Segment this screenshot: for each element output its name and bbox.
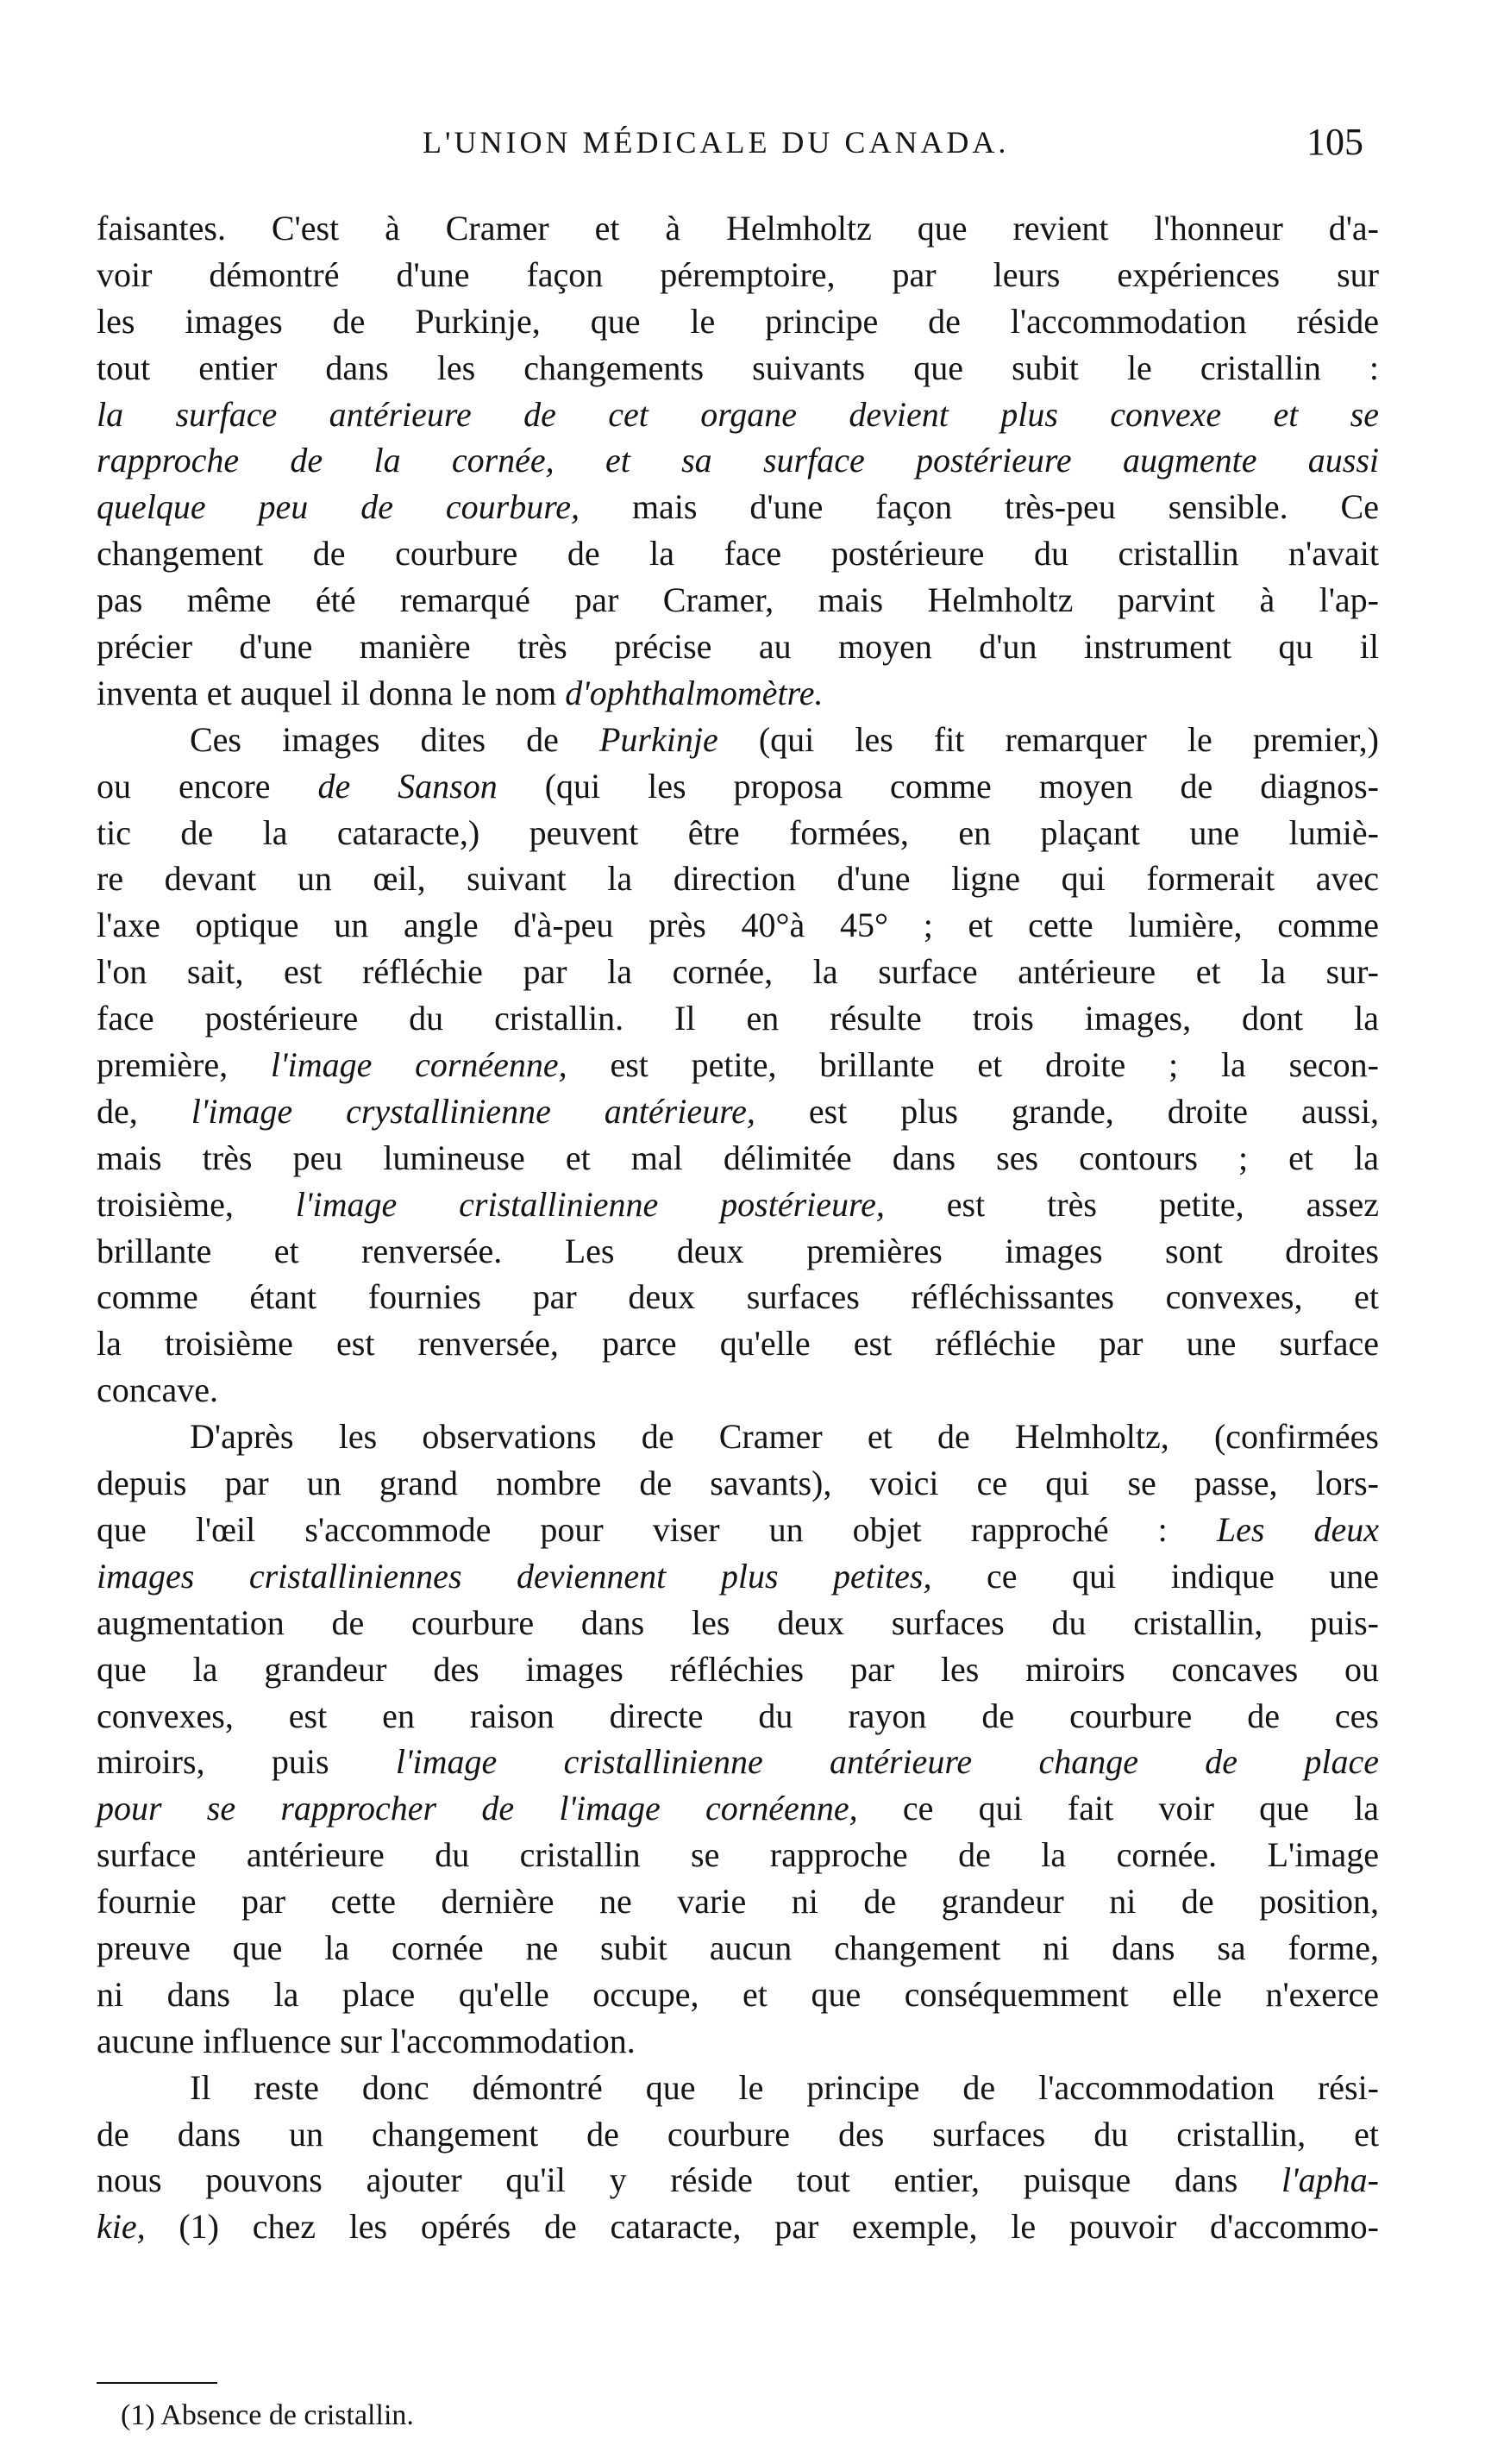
italic-text-segment: d'ophthalmomètre. xyxy=(565,673,824,712)
text-segment: l'axe optique un angle d'à-peu près 40°à 45° ; et cette lumière, comme xyxy=(97,906,1379,945)
text-segment: fournie par cette dernière ne varie ni de grandeur ni de position, xyxy=(97,1882,1379,1922)
text-line xyxy=(97,484,1379,530)
text-segment: la troisième est renversée, parce qu'elle est réfléchie par une surface xyxy=(97,1324,1379,1364)
italic-text-segment: l'apha- xyxy=(1281,2160,1379,2200)
text-line xyxy=(97,949,1379,995)
text-line xyxy=(97,2111,1379,2158)
text-line xyxy=(97,717,1379,763)
text-segment: ou encore xyxy=(97,766,318,806)
text-line xyxy=(97,205,1379,252)
footnote-rule xyxy=(97,2382,217,2384)
text-segment: première, xyxy=(97,1045,271,1085)
text-segment: convexes, est en raison directe du rayon de courbure de ces xyxy=(97,1696,1379,1735)
text-segment: voir démontré d'une façon péremptoire, par leurs expériences sur xyxy=(97,254,1379,294)
text-line xyxy=(97,1088,1379,1135)
text-segment: de dans un changement de courbure des surfaces du cristallin, et xyxy=(97,2114,1379,2154)
text-line xyxy=(97,1228,1379,1275)
text-segment: est plus grande, droite aussi, xyxy=(755,1091,1379,1131)
text-line xyxy=(97,763,1379,810)
text-segment: inventa et auquel il donna le nom xyxy=(97,673,566,712)
text-line xyxy=(97,2157,1379,2204)
text-line xyxy=(97,530,1379,577)
text-line xyxy=(97,437,1379,484)
text-segment: nous pouvons ajouter qu'il y réside tout entier, puisque dans xyxy=(97,2160,1281,2200)
italic-text-segment: la surface antérieure de cet organe devient plus convexe et se xyxy=(97,394,1379,434)
text-line xyxy=(97,1507,1379,1553)
text-line xyxy=(97,1414,1379,1460)
text-segment: pas même été remarqué par Cramer, mais Helmholtz parvint à l'ap- xyxy=(97,580,1379,620)
text-line xyxy=(97,1460,1379,1507)
italic-text-segment: rapproche de la cornée, et sa surface postérieure augmente aussi xyxy=(97,441,1379,480)
text-segment: D'après les observations de Cramer et de Helmholtz, (confirmées xyxy=(190,1417,1379,1457)
text-segment: re devant un œil, suivant la direction d'une ligne qui formerait avec xyxy=(97,859,1379,899)
text-line xyxy=(97,1785,1379,1832)
footnote: (1) Absence de cristallin. xyxy=(121,2399,414,2431)
italic-text-segment: images cristalliniennes deviennent plus petites, xyxy=(97,1556,932,1596)
text-segment: comme étant fournies par deux surfaces réfléchissantes convexes, et xyxy=(97,1277,1379,1317)
text-line xyxy=(97,1553,1379,1600)
text-line xyxy=(97,1739,1379,1785)
text-segment: miroirs, puis xyxy=(97,1742,396,1782)
text-line xyxy=(97,1274,1379,1320)
text-line xyxy=(97,995,1379,1042)
text-segment: de, xyxy=(97,1091,191,1131)
text-line xyxy=(97,2204,1379,2250)
text-line xyxy=(97,1042,1379,1088)
text-segment: brillante et renversée. Les deux premières images sont droites xyxy=(97,1231,1379,1270)
text-line xyxy=(97,1972,1379,2018)
text-line xyxy=(97,856,1379,902)
text-segment: mais d'une façon très-peu sensible. Ce xyxy=(580,487,1379,527)
body-text xyxy=(97,205,1379,2250)
text-segment: tout entier dans les changements suivants que subit le cristallin : xyxy=(97,348,1379,387)
text-line xyxy=(97,1878,1379,1925)
text-line xyxy=(97,624,1379,670)
text-line xyxy=(97,1367,1379,1414)
text-segment: troisième, xyxy=(97,1184,296,1224)
text-line xyxy=(97,902,1379,949)
text-line xyxy=(97,392,1379,438)
text-segment: précier d'une manière très précise au moyen d'un instrument qu il xyxy=(97,627,1379,667)
italic-text-segment: l'image cristallinienne postérieure, xyxy=(295,1184,885,1224)
text-segment: que la grandeur des images réfléchies par les miroirs concaves ou xyxy=(97,1649,1379,1689)
text-line xyxy=(97,810,1379,856)
text-segment: ni dans la place qu'elle occupe, et que conséquemment elle n'exerce xyxy=(97,1974,1379,2014)
text-line xyxy=(97,1693,1379,1740)
text-line xyxy=(97,2065,1379,2111)
text-line xyxy=(97,670,1379,717)
text-segment: face postérieure du cristallin. Il en résulte trois images, dont la xyxy=(97,999,1379,1038)
italic-text-segment: quelque peu de courbure, xyxy=(97,487,580,527)
italic-text-segment: l'image cristallinienne antérieure change de place xyxy=(395,1742,1379,1782)
text-segment: tic de la cataracte,) peuvent être formées, en plaçant une lumiè- xyxy=(97,812,1379,852)
text-segment: ce qui indique une xyxy=(931,1556,1379,1596)
text-line xyxy=(97,298,1379,345)
text-segment: faisantes. C'est à Cramer et à Helmholtz que revient l'honneur d'a- xyxy=(97,209,1379,248)
text-segment: Il reste donc démontré que le principe de l'accommodation rési- xyxy=(190,2067,1379,2107)
text-line xyxy=(97,1925,1379,1972)
text-segment: (qui les proposa comme moyen de diagnos- xyxy=(497,766,1379,806)
text-line xyxy=(97,1600,1379,1646)
text-segment: surface antérieure du cristallin se rapproche de la cornée. L'image xyxy=(97,1835,1379,1875)
text-line xyxy=(97,1646,1379,1693)
italic-text-segment: Les deux xyxy=(1216,1509,1379,1549)
text-segment: depuis par un grand nombre de savants), voici ce qui se passe, lors- xyxy=(97,1464,1379,1503)
text-line xyxy=(97,2018,1379,2065)
text-segment: est très petite, assez xyxy=(884,1184,1379,1224)
text-segment: aucune influence sur l'accommodation. xyxy=(97,2021,636,2060)
text-segment: preuve que la cornée ne subit aucun changement ni dans sa forme, xyxy=(97,1928,1379,1967)
italic-text-segment: l'image crystallinienne antérieure, xyxy=(191,1091,755,1131)
text-segment: l'on sait, est réfléchie par la cornée, la surface antérieure et la sur- xyxy=(97,952,1379,992)
text-line xyxy=(97,577,1379,624)
text-line xyxy=(97,345,1379,392)
text-line xyxy=(97,1182,1379,1228)
italic-text-segment: kie, xyxy=(97,2207,146,2247)
text-line xyxy=(97,1135,1379,1182)
text-segment: changement de courbure de la face postérieure du cristallin n'avait xyxy=(97,534,1379,574)
text-line xyxy=(97,1320,1379,1367)
text-segment: (1) chez les opérés de cataracte, par exemple, le pouvoir d'accommo- xyxy=(145,2207,1379,2247)
page-number: 105 xyxy=(1306,121,1363,163)
text-segment: les images de Purkinje, que le principe de l'accommodation réside xyxy=(97,301,1379,341)
running-head xyxy=(0,116,1485,168)
text-segment: Ces images dites de xyxy=(190,719,599,759)
running-title: L'UNION MÉDICALE DU CANADA. xyxy=(423,125,1010,160)
italic-text-segment: Purkinje xyxy=(598,719,718,759)
text-segment: augmentation de courbure dans les deux surfaces du cristallin, puis- xyxy=(97,1602,1379,1642)
text-segment: que l'œil s'accommode pour viser un objet rapproché : xyxy=(97,1509,1217,1549)
text-segment: mais très peu lumineuse et mal délimitée dans ses contours ; et la xyxy=(97,1138,1379,1177)
italic-text-segment: l'image cornéenne, xyxy=(270,1045,567,1085)
italic-text-segment: pour se rapprocher de l'image cornéenne, xyxy=(97,1789,858,1828)
text-segment: concave. xyxy=(97,1370,219,1410)
text-line xyxy=(97,1832,1379,1878)
text-segment: est petite, brillante et droite ; la secon- xyxy=(567,1045,1379,1085)
text-segment: ce qui fait voir que la xyxy=(857,1789,1379,1828)
text-line xyxy=(97,252,1379,298)
text-segment: (qui les fit remarquer le premier,) xyxy=(717,719,1379,759)
italic-text-segment: de Sanson xyxy=(317,766,498,806)
